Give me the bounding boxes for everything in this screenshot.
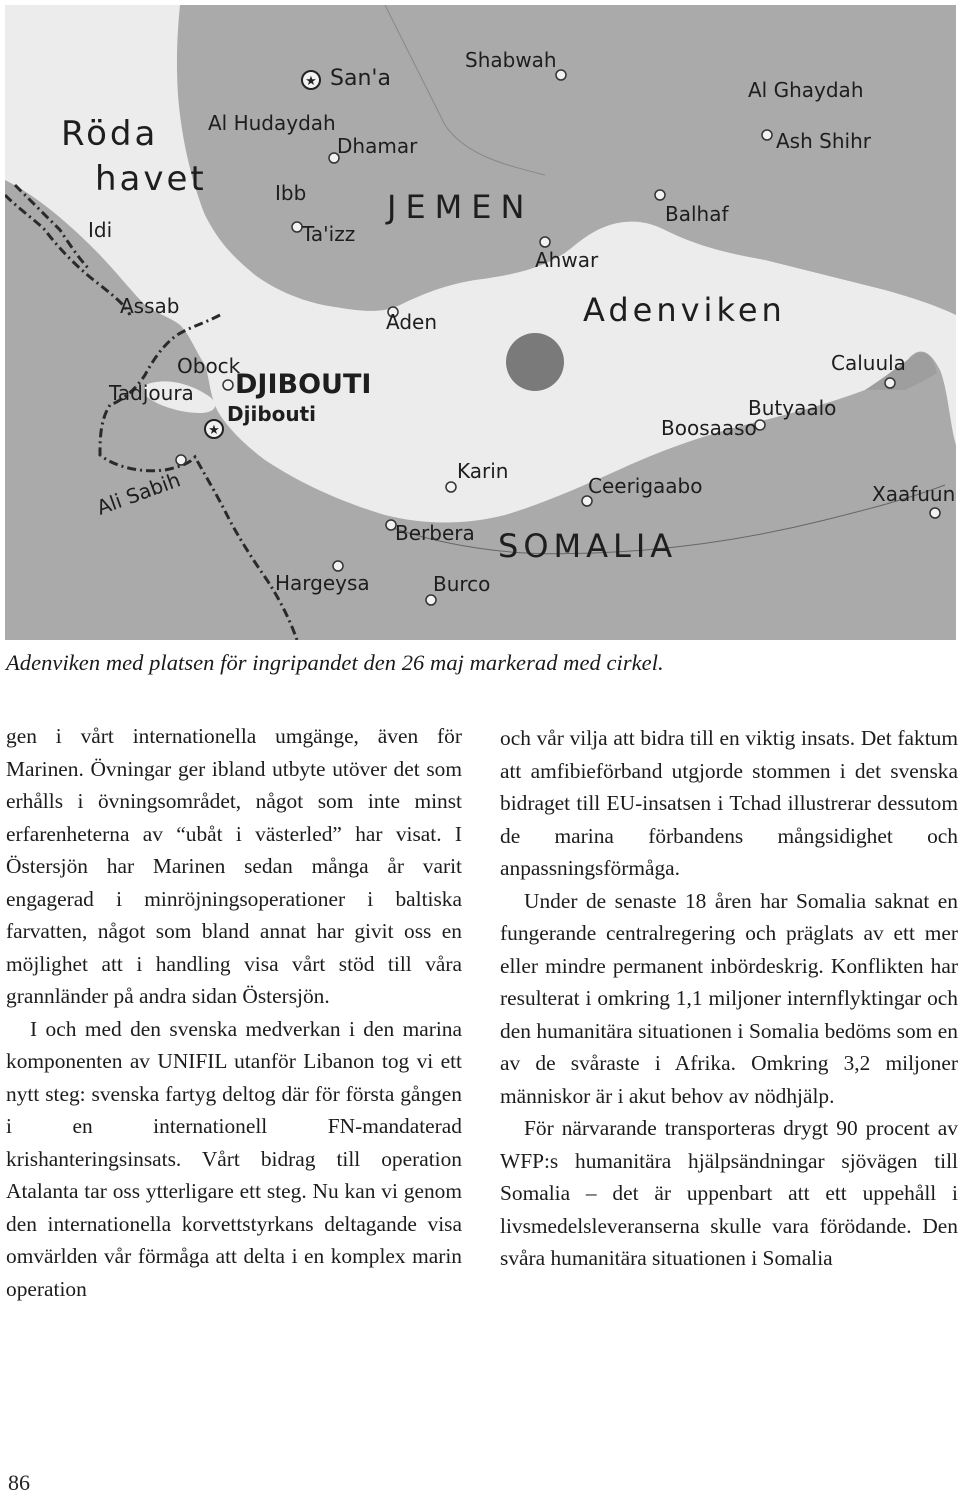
left-paragraph-1: gen i vårt internationella umgänge, även för Marinen. Övningar ger ibland utbyte utöver det som erhålls i övningsområdet, något som inte minst erfarenheterna av “ubåt i västerled” har visat. I Östersjön har Marinen sedan många år varit engagerad i minröjningsoperationer i baltiska farvatten, något som bland annat har givit oss en möjlighet att i handling visa vårt stöd till våra grannländer på andra sidan Östersjön. — [6, 724, 462, 1008]
label-djibouti-country: DJIBOUTI — [235, 369, 372, 400]
label-idi: Idi — [88, 218, 113, 242]
label-ahwar: Ahwar — [535, 248, 599, 272]
capital-sana — [302, 71, 320, 89]
label-karin: Karin — [457, 459, 509, 483]
label-ash-shihr: Ash Shihr — [776, 129, 871, 153]
label-djibouti-city: Djibouti — [227, 402, 317, 426]
left-paragraph-2: I och med den svenska medverkan i den marina komponenten av UNIFIL utanför Libanon tog vi ett nytt steg: svenska fartyg deltog där för första gången i en internationell FN-mandaterad krishanteringsinsats. Vårt bidrag till operation Atalanta tar oss ytterligare ett steg. Nu kan vi genom den internationella korvettstyrkans deltagande visa omvärlden vår förmåga att delta i en komplex marin operation — [6, 1016, 462, 1301]
right-paragraph-1: och vår vilja att bidra till en viktig insats. Det faktum att amfibieförband utgjorde stommen i det svenska bidraget till EU-insatsen i Tchad illustrerar dessutom de marina förbandens mångsidighet och anpassningsförmåga. — [500, 726, 958, 880]
label-boosaaso: Boosaaso — [661, 416, 757, 440]
label-burco: Burco — [433, 572, 491, 596]
label-al-ghaydah: Al Ghaydah — [748, 78, 864, 102]
page-number: 86 — [8, 1470, 30, 1495]
map-caption: Adenviken med platsen för ingripandet den 26 maj markerad med cirkel. — [6, 650, 664, 675]
label-berbera: Berbera — [395, 521, 475, 545]
label-butyaalo: Butyaalo — [748, 396, 837, 420]
svg-text:★: ★ — [208, 422, 220, 437]
left-column — [6, 720, 462, 1305]
svg-text:★: ★ — [305, 73, 317, 88]
label-balhaf: Balhaf — [665, 202, 729, 226]
label-ibb: Ibb — [275, 181, 307, 205]
right-column — [500, 722, 958, 1275]
label-xaafuun: Xaafuun — [872, 482, 956, 506]
label-sana: San'a — [330, 66, 391, 91]
right-paragraph-3: För närvarande transporteras drygt 90 procent av WFP:s humanitära hjälpsändningar sjövägen till Somalia – det är uppenbart att ett uppehåll i livsmedelsleveranserna skulle vara förödande. Den svåra humanitära situationen i Somalia — [500, 1116, 958, 1270]
label-ali-sabih: Ali Sabih — [93, 467, 184, 520]
incident-marker — [506, 333, 564, 391]
capital-djibouti — [205, 420, 223, 438]
label-somalia: SOMALIA — [498, 527, 678, 565]
label-caluula: Caluula — [831, 351, 906, 375]
label-tadjoura: Tadjoura — [109, 381, 194, 405]
gulf-of-aden-map — [5, 5, 956, 640]
label-hargeysa: Hargeysa — [275, 571, 370, 595]
label-roda: Röda — [61, 114, 159, 154]
label-havet: havet — [95, 159, 207, 199]
label-jemen: JEMEN — [387, 188, 534, 226]
label-assab: Assab — [120, 294, 180, 318]
label-adenviken: Adenviken — [583, 291, 786, 329]
label-obock: Obock — [177, 354, 241, 378]
label-taizz: Ta'izz — [302, 222, 356, 246]
label-dhamar: Dhamar — [337, 134, 418, 158]
label-al-hudaydah: Al Hudaydah — [208, 111, 336, 135]
label-shabwah: Shabwah — [465, 48, 557, 72]
right-paragraph-2: Under de senaste 18 åren har Somalia saknat en fungerande centralregering och präglats av ett mer eller mindre permanent inbördeskrig. Konflikten har resulterat i omkring 1,1 miljoner internflyktingar och den humanitära situationen i Somalia bedöms som en av de svåraste i Afrika. Omkring 3,2 miljoner människor är i akut behov av nödhjälp. — [500, 888, 958, 1108]
label-aden: Aden — [386, 310, 438, 334]
label-ceerigaabo: Ceerigaabo — [588, 474, 703, 498]
